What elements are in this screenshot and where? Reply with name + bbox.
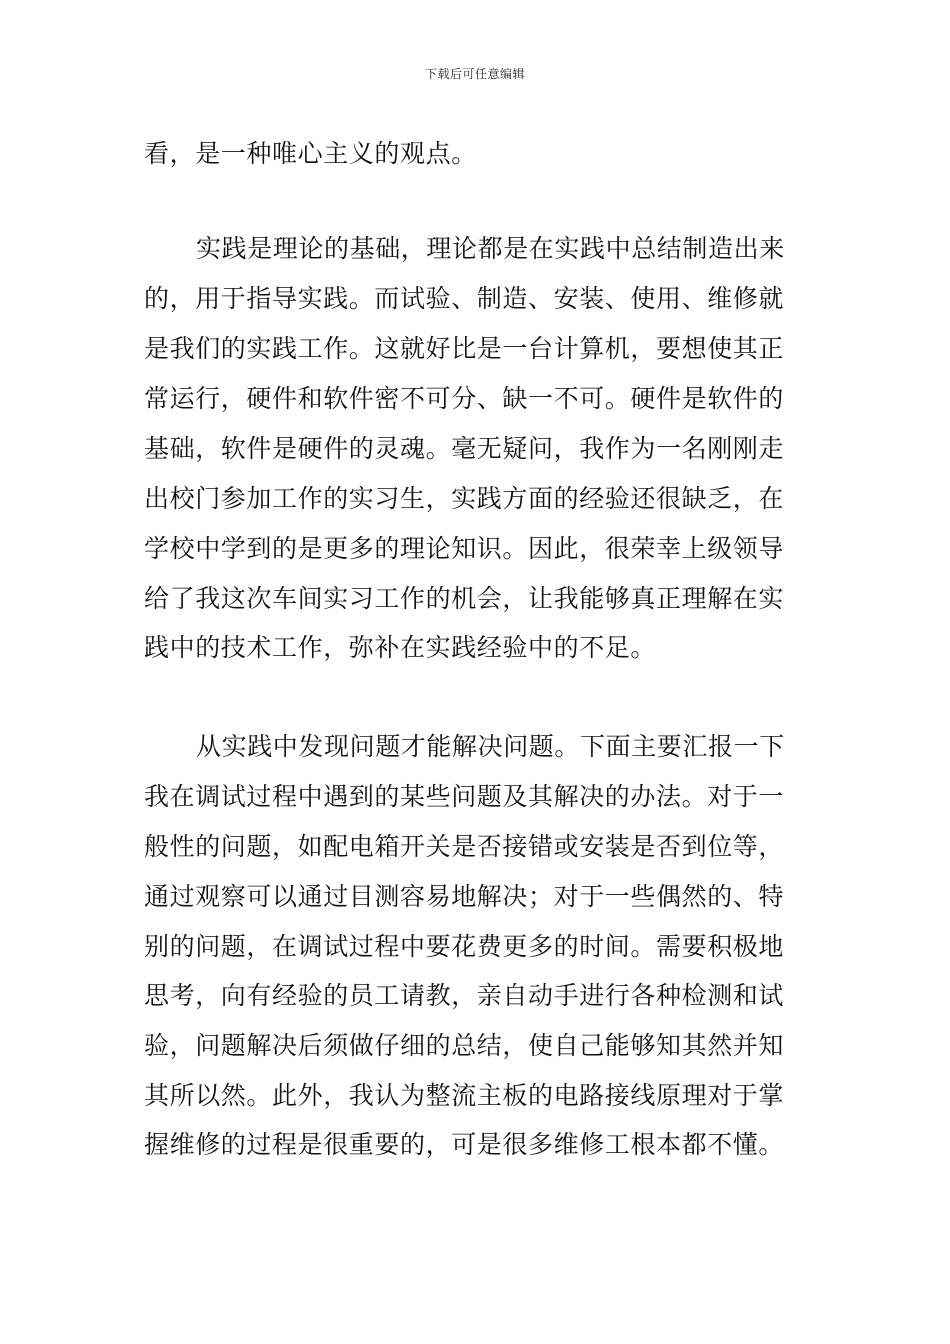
paragraph-2-line-5: 基础，软件是硬件的灵魂。毫无疑问，我作为一名刚刚走 bbox=[144, 434, 785, 463]
paragraph-1-line-1: 看，是一种唯心主义的观点。 bbox=[144, 139, 477, 168]
paragraph-3-line-4: 通过观察可以通过目测容易地解决；对于一些偶然的、特 bbox=[144, 882, 785, 911]
paragraph-3-line-2: 我在调试过程中遇到的某些问题及其解决的办法。对于一 bbox=[144, 782, 785, 811]
paragraph-2-line-4: 常运行，硬件和软件密不可分、缺一不可。硬件是软件的 bbox=[144, 384, 785, 413]
paragraph-2-line-2: 的，用于指导实践。而试验、制造、安装、使用、维修就 bbox=[144, 284, 785, 313]
paragraph-2-line-8: 给了我这次车间实习工作的机会，让我能够真正理解在实 bbox=[144, 584, 785, 613]
paragraph-3-line-6: 思考，向有经验的员工请教，亲自动手进行各种检测和试 bbox=[144, 981, 785, 1010]
paragraph-3-line-5: 别的问题，在调试过程中要花费更多的时间。需要积极地 bbox=[144, 932, 785, 961]
paragraph-2-line-7: 学校中学到的是更多的理论知识。因此，很荣幸上级领导 bbox=[144, 534, 785, 563]
paragraph-3-line-7: 验，问题解决后须做仔细的总结，使自己能够知其然并知 bbox=[144, 1031, 785, 1060]
paragraph-2-line-3: 是我们的实践工作。这就好比是一台计算机，要想使其正 bbox=[144, 334, 785, 363]
paragraph-3-line-1: 从实践中发现问题才能解决问题。下面主要汇报一下 bbox=[196, 732, 785, 761]
paragraph-3-line-9: 握维修的过程是很重要的，可是很多维修工根本都不懂。 bbox=[144, 1130, 785, 1159]
page-header: 下载后可任意编辑 bbox=[424, 67, 525, 81]
paragraph-3-line-3: 般性的问题，如配电箱开关是否接错或安装是否到位等， bbox=[144, 832, 785, 861]
paragraph-2-line-1: 实践是理论的基础，理论都是在实践中总结制造出来 bbox=[196, 234, 785, 263]
paragraph-2-line-9: 践中的技术工作，弥补在实践经验中的不足。 bbox=[144, 633, 657, 662]
paragraph-3-line-8: 其所以然。此外，我认为整流主板的电路接线原理对于掌 bbox=[144, 1081, 785, 1110]
paragraph-2-line-6: 出校门参加工作的实习生，实践方面的经验还很缺乏，在 bbox=[144, 484, 785, 513]
